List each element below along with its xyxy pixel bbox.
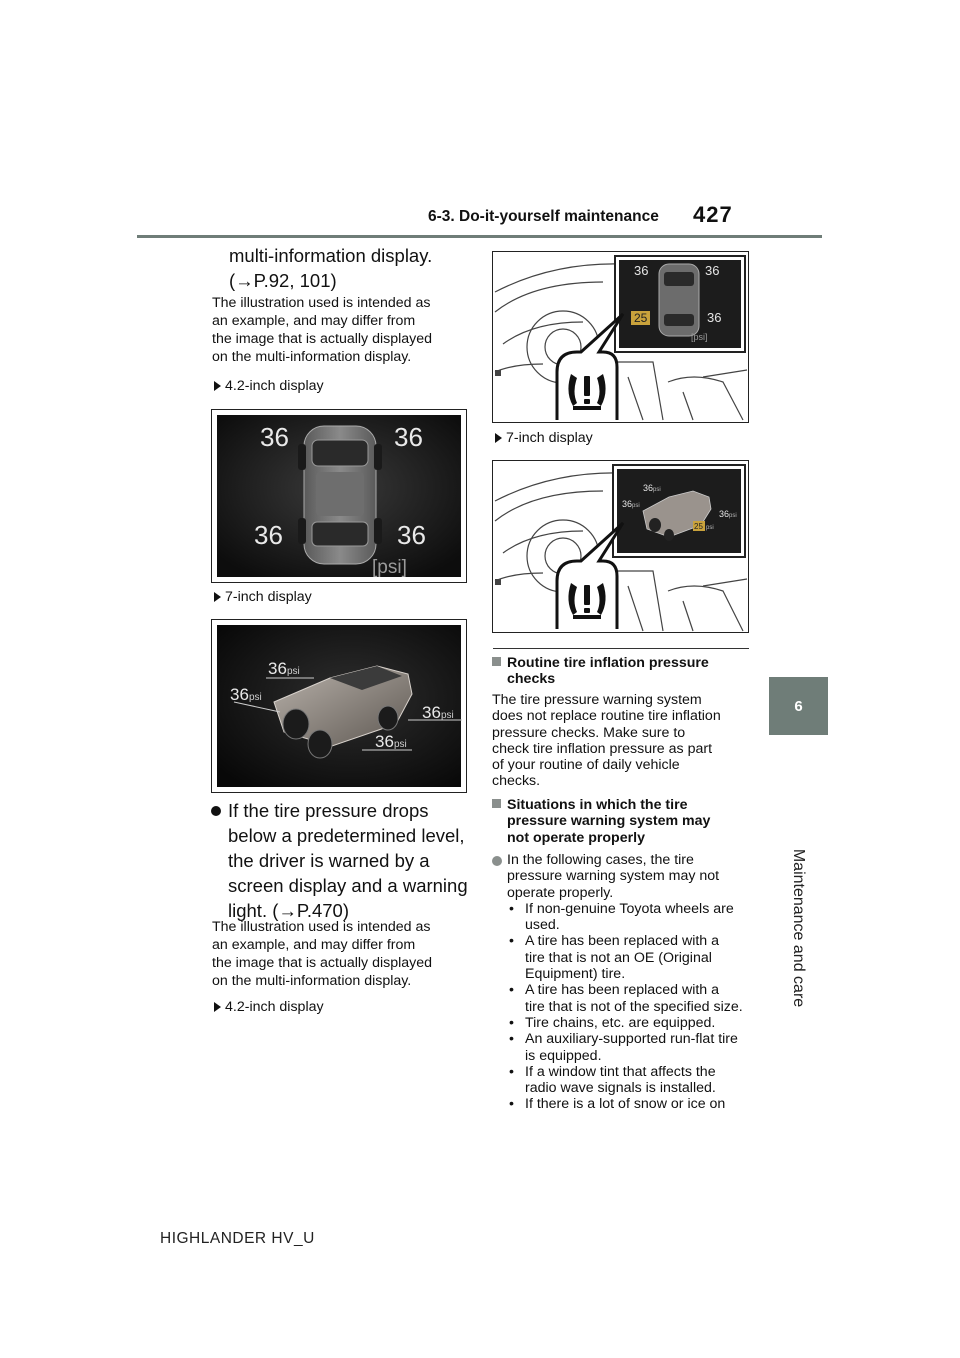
car-wheel xyxy=(649,518,661,532)
case-line: If there is a lot of snow or ice on xyxy=(525,1096,726,1113)
figure-cluster-42 xyxy=(492,251,749,423)
figure-7-display xyxy=(211,619,467,793)
bullet-line: screen display and a warning xyxy=(228,875,468,896)
routine-body-line: checks. xyxy=(492,773,541,790)
case-item: • If there is a lot of snow or ice on xyxy=(507,1096,754,1112)
case-item: • A tire has been replaced with a tire that is not an OE (Original Equipment) tire. xyxy=(507,933,754,982)
display-7-illustration xyxy=(212,620,466,792)
pressure-top: 36 xyxy=(643,483,654,493)
pressure-unit: [psi] xyxy=(691,332,708,342)
caption-text: 4.2-inch display xyxy=(225,378,324,394)
pressure-unit: psi xyxy=(706,525,714,531)
case-item: • Tire chains, etc. are equipped. xyxy=(507,1015,754,1031)
pressure-bottom: 25 xyxy=(694,522,703,531)
routine-body-line: check tire inflation pressure as part xyxy=(492,740,713,757)
car-wheel xyxy=(664,529,674,541)
pressure-left: 36 xyxy=(622,499,633,509)
caption-text: 4.2-inch display xyxy=(225,999,324,1015)
pressure-unit: psi xyxy=(394,739,407,750)
situations-heading-line: Situations in which the tire xyxy=(507,797,688,813)
pressure-front-right: 36 xyxy=(705,263,720,278)
case-line: An auxiliary-supported run-flat tire xyxy=(525,1031,738,1048)
pressure-right: 36 xyxy=(719,509,730,519)
case-line: A tire has been replaced with a xyxy=(525,982,720,999)
pressure-unit: psi xyxy=(632,503,640,509)
situations-heading-line: not operate properly xyxy=(507,829,645,846)
pressure-front-right: 36 xyxy=(394,422,423,452)
situations-heading-line: pressure warning system may xyxy=(507,813,711,830)
square-bullet-icon xyxy=(492,799,501,808)
pressure-rear-right: 36 xyxy=(397,520,426,550)
cases-intro-line: pressure warning system may not xyxy=(507,868,720,885)
note-2 xyxy=(212,918,474,990)
pressure-left: 36 xyxy=(230,685,249,704)
case-item: • An auxiliary-supported run-flat tire is equipped. xyxy=(507,1031,754,1064)
case-line: A tire has been replaced with a xyxy=(525,933,720,950)
cases-intro-line: operate properly. xyxy=(507,884,614,901)
case-line: radio wave signals is installed. xyxy=(525,1080,716,1097)
cases-intro-line: In the following cases, the tire xyxy=(507,852,694,868)
chapter-label: Maintenance and care xyxy=(790,848,807,1008)
bullet-line: light. (→P.470) xyxy=(228,900,349,921)
case-line: Tire chains, etc. are equipped. xyxy=(525,1014,716,1031)
pressure-unit: psi xyxy=(441,710,454,721)
bullet-line: below a predetermined level, xyxy=(228,825,465,846)
pressure-unit: psi xyxy=(653,487,661,493)
pressure-right: 36 xyxy=(422,703,441,722)
display-42-illustration xyxy=(212,410,466,582)
pressure-unit: psi xyxy=(249,692,262,703)
caption-42-a xyxy=(214,378,324,394)
pressure-rear-left: 25 xyxy=(634,311,648,325)
cases-list xyxy=(492,852,754,1113)
pressure-front-left: 36 xyxy=(260,422,289,452)
model-footer: HIGHLANDER HV_U xyxy=(160,1230,315,1247)
chapter-number: 6 xyxy=(794,697,803,715)
case-item: • If non-genuine Toyota wheels are used. xyxy=(507,901,754,934)
intro-line-1: multi-information display. xyxy=(229,245,433,266)
cluster-42-illustration xyxy=(493,252,748,422)
caption-text: 7-inch display xyxy=(506,430,593,446)
routine-heading-line: checks xyxy=(507,671,556,687)
routine-heading-line: Routine tire inflation pressure xyxy=(507,655,709,671)
chapter-label-strip xyxy=(768,738,828,1118)
caption-7-a xyxy=(214,589,312,605)
case-line: If a window tint that affects the xyxy=(525,1063,716,1080)
note-1-line: the image that is actually displayed xyxy=(212,331,433,347)
intro-line-2: (→P.92, 101) xyxy=(229,270,337,291)
cluster-7-illustration xyxy=(493,461,748,632)
square-bullet-icon xyxy=(492,657,501,666)
pressure-rear-right: 36 xyxy=(707,310,722,325)
case-line: tire that is not of the specified size. xyxy=(525,998,743,1015)
pressure-top: 36 xyxy=(268,659,287,678)
note-2-line: The illustration used is intended as xyxy=(212,919,431,935)
figure-42-display xyxy=(211,409,467,583)
car-rear-window xyxy=(664,314,694,326)
pressure-unit: psi xyxy=(287,666,300,677)
routine-body-line: of your routine of daily vehicle xyxy=(492,757,680,774)
vent-mark xyxy=(495,370,501,376)
situations-heading xyxy=(492,797,754,846)
case-line: used. xyxy=(525,917,560,934)
note-1 xyxy=(212,294,472,366)
header-rule xyxy=(137,235,822,238)
note-1-line: The illustration used is intended as xyxy=(212,295,431,311)
pressure-unit: psi xyxy=(729,513,737,519)
section-title: 6-3. Do-it-yourself maintenance xyxy=(428,208,659,225)
bullet-icon xyxy=(211,806,221,816)
figure-cluster-7 xyxy=(492,460,749,633)
note-2-line: an example, and may differ from xyxy=(212,937,416,953)
caption-42-b xyxy=(214,999,324,1015)
note-1-line: an example, and may differ from xyxy=(212,313,416,329)
caption-arrow-icon xyxy=(495,433,502,443)
case-line: tire that is not an OE (Original xyxy=(525,949,712,966)
section-divider xyxy=(493,648,749,649)
caption-7-b xyxy=(495,430,593,446)
car-windshield xyxy=(664,272,694,286)
routine-body xyxy=(492,692,754,790)
caption-arrow-icon xyxy=(214,381,221,391)
routine-body-line: pressure checks. Make sure to xyxy=(492,724,686,741)
pressure-unit: [psi] xyxy=(372,557,407,578)
caption-arrow-icon xyxy=(214,592,221,602)
warning-bullet xyxy=(209,798,471,923)
note-2-line: the image that is actually displayed xyxy=(212,955,433,971)
pressure-bottom: 36 xyxy=(375,732,394,751)
car-top-view xyxy=(298,426,382,564)
bullet-line: If the tire pressure drops xyxy=(228,800,429,821)
case-line: If non-genuine Toyota wheels are xyxy=(525,900,734,917)
case-item: • A tire has been replaced with a tire that is not of the specified size. xyxy=(507,982,754,1015)
note-1-line: on the multi-information display. xyxy=(212,349,412,365)
routine-body-line: The tire pressure warning system xyxy=(492,692,702,708)
gray-bullet-icon xyxy=(492,856,502,866)
case-item: • If a window tint that affects the radio wave signals is installed. xyxy=(507,1064,754,1097)
note-2-line: on the multi-information display. xyxy=(212,973,412,989)
case-line: is equipped. xyxy=(525,1047,602,1064)
caption-text: 7-inch display xyxy=(225,589,312,605)
routine-body-line: does not replace routine tire inflation xyxy=(492,708,721,725)
pressure-front-left: 36 xyxy=(634,263,649,278)
pressure-rear-left: 36 xyxy=(254,520,283,550)
routine-heading xyxy=(492,655,754,687)
bullet-line: the driver is warned by a xyxy=(228,850,430,871)
page-number: 427 xyxy=(693,202,733,227)
case-line: Equipment) tire. xyxy=(525,966,626,983)
vent-mark xyxy=(495,579,501,585)
chapter-tab xyxy=(769,677,828,735)
caption-arrow-icon xyxy=(214,1002,221,1012)
